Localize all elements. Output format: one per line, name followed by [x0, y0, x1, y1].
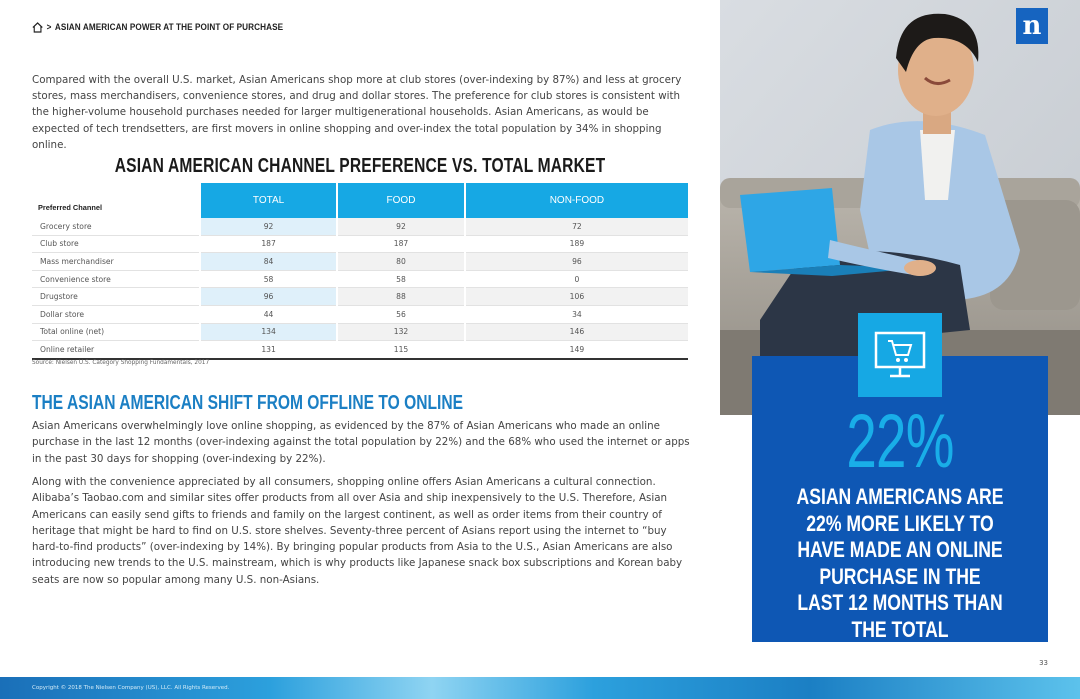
- table-row: [32, 305, 688, 323]
- cell-non-food: 34: [465, 305, 688, 323]
- online-shopping-cart-icon: [858, 313, 942, 397]
- table-row: [32, 218, 688, 235]
- cell-non-food: 189: [465, 235, 688, 253]
- table-title: ASIAN AMERICAN CHANNEL PREFERENCE VS. TOTAL MARKET: [114, 155, 606, 177]
- cell-total: 134: [200, 323, 337, 341]
- table-row: [32, 253, 688, 271]
- table-header-row: [32, 183, 688, 218]
- row-label: Total online (net): [32, 323, 200, 341]
- row-label: Dollar store: [32, 305, 200, 323]
- breadcrumb: [32, 20, 283, 34]
- row-label: Mass merchandiser: [32, 253, 200, 271]
- cell-non-food: 106: [465, 288, 688, 306]
- row-label: Online retailer: [32, 341, 200, 359]
- nielsen-logo[interactable]: n: [1016, 8, 1048, 44]
- cell-non-food: 0: [465, 270, 688, 288]
- channel-preference-table: [32, 183, 688, 360]
- row-label: Club store: [32, 235, 200, 253]
- cell-non-food: 72: [465, 218, 688, 235]
- table-row: [32, 341, 688, 359]
- stat-number: 22%: [846, 399, 954, 484]
- header-preferred-channel: Preferred Channel: [32, 183, 200, 218]
- row-label: Convenience store: [32, 270, 200, 288]
- cell-food: 88: [337, 288, 465, 306]
- cell-food: 58: [337, 270, 465, 288]
- cell-food: 80: [337, 253, 465, 271]
- header-food: FOOD: [337, 183, 465, 218]
- cell-total: 44: [200, 305, 337, 323]
- breadcrumb-text[interactable]: ASIAN AMERICAN POWER AT THE POINT OF PURCHASE: [54, 21, 284, 33]
- cell-non-food: 149: [465, 341, 688, 359]
- table-row: [32, 288, 688, 306]
- table-row: [32, 323, 688, 341]
- cell-total: 131: [200, 341, 337, 359]
- cell-total: 96: [200, 288, 337, 306]
- section-paragraph-1: Asian Americans overwhelmingly love online shopping, as evidenced by the 87% of Asian Americans who made an online purchase in the last 12 months (over-indexing against the total population by 22%) and the 68% who used the internet or apps in the past 30 days for shopping (over-indexing by 22%).: [32, 420, 690, 465]
- stat-text: ASIAN AMERICANS ARE 22% MORE LIKELY TO HAVE MADE AN ONLINE PURCHASE IN THE LAST 12 MONTHS THAN THE TOTAL POPULATION.: [796, 484, 1004, 668]
- section-heading: THE ASIAN AMERICAN SHIFT FROM OFFLINE TO ONLINE: [32, 392, 464, 414]
- cell-non-food: 96: [465, 253, 688, 271]
- header-total: TOTAL: [200, 183, 337, 218]
- row-label: Grocery store: [32, 218, 200, 235]
- cell-total: 58: [200, 270, 337, 288]
- cell-food: 115: [337, 341, 465, 359]
- table-row: [32, 235, 688, 253]
- cell-total: 84: [200, 253, 337, 271]
- cell-non-food: 146: [465, 323, 688, 341]
- header-non-food: NON-FOOD: [465, 183, 688, 218]
- home-icon[interactable]: [32, 22, 43, 33]
- section-paragraph-2: Along with the convenience appreciated by all consumers, shopping online offers Asian Americans a cultural connection. Alibaba’s Taobao.com and similar sites offer products from all over Asia and ship inexpensively to the U.S. Therefore, Asian Americans can easily send gifts to friends and family on the largest continent, as well as order items from their country of heritage that might be hard to find on U.S. store shelves. Seventy-three percent of Asians report using the internet to “buy hard-to-find products” (over-indexing by 14%). By bringing popular products from Asia to the U.S., Asian Americans are also introducing new trends to the U.S. mainstream, which is why products like Japanese snack box subscriptions and Korean baby seats are now so popular among many U.S. non-Asians.: [32, 476, 683, 586]
- intro-paragraph: Compared with the overall U.S. market, Asian Americans shop more at club stores (over-indexing by 87%) and less at grocery stores, mass merchandisers, convenience stores, and drug and dollar stores. The preference for club stores is consistent with the higher-volume household purchases needed for larger multigenerational households. Asian Americans, as would be expected of tech trendsetters, are first movers in online shopping and over-index the total population by 34% in shopping online.: [32, 74, 682, 151]
- table-row: [32, 270, 688, 288]
- cell-food: 92: [337, 218, 465, 235]
- cell-total: 92: [200, 218, 337, 235]
- footer-copyright: Copyright © 2018 The Nielsen Company (US), LLC. All Rights Reserved.: [32, 685, 230, 691]
- row-label: Drugstore: [32, 288, 200, 306]
- cell-food: 56: [337, 305, 465, 323]
- table-source: Source: Nielsen U.S. Category Shopping Fundamentals, 2017: [32, 360, 210, 366]
- cell-total: 187: [200, 235, 337, 253]
- cell-food: 187: [337, 235, 465, 253]
- breadcrumb-separator: >: [46, 21, 52, 33]
- page-number: 33: [1039, 659, 1048, 667]
- footer-bar: [0, 677, 1080, 699]
- cell-food: 132: [337, 323, 465, 341]
